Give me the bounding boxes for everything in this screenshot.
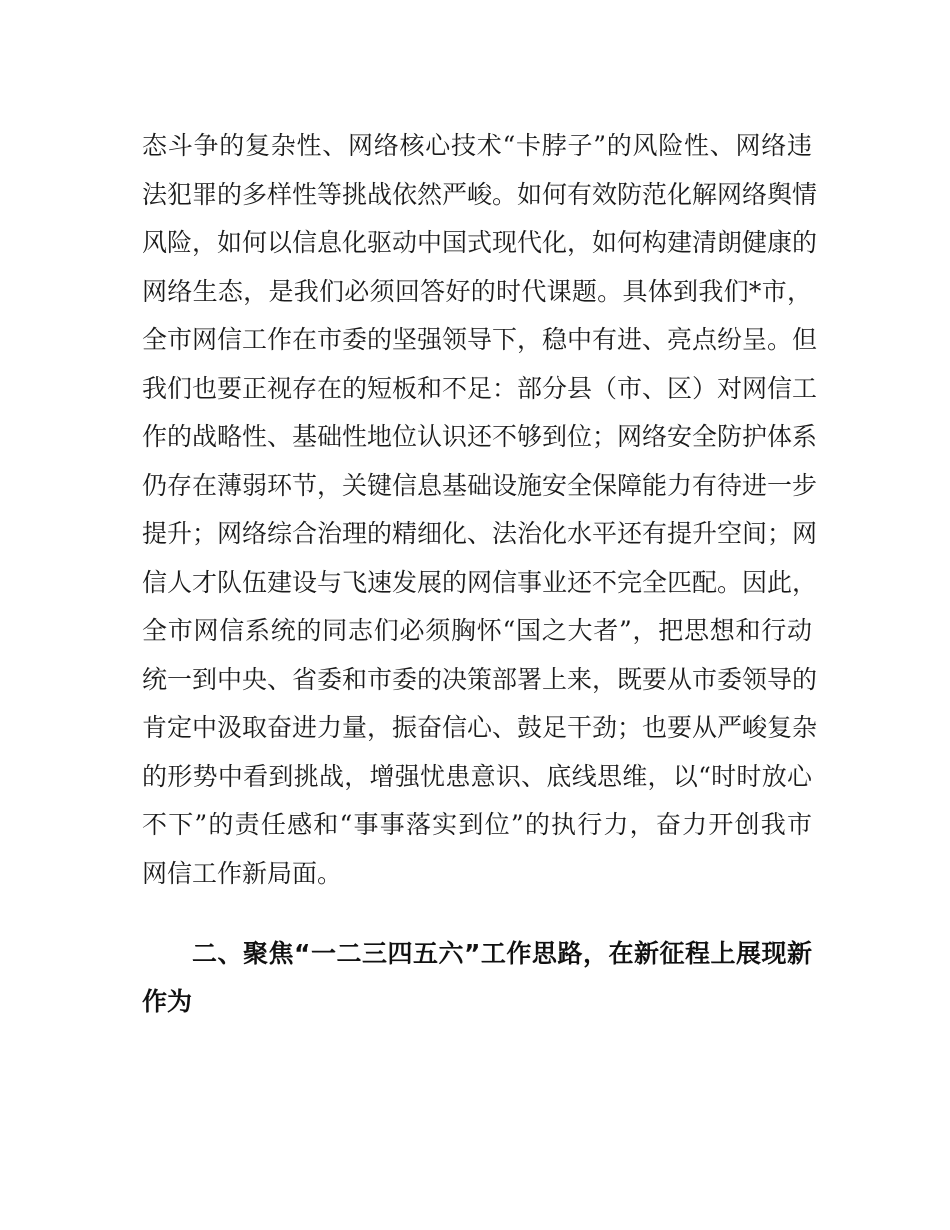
paragraph-line: 我们也要正视存在的短板和不足：部分县（市、区）对网信工 [142,373,818,403]
paragraph-line: 作的战略性、基础性地位认识还不够到位；网络安全防护体系 [142,422,818,451]
paragraph-line: 法犯罪的多样性等挑战依然严峻。如何有效防范化解网络舆情 [142,179,818,209]
paragraph-line: 肯定中汲取奋进力量，振奋信心、鼓足干劲；也要从严峻复杂 [142,713,818,742]
paragraph-line: 全市网信工作在市委的坚强领导下，稳中有进、亮点纷呈。但 [142,325,818,354]
paragraph-line: 信人才队伍建设与飞速发展的网信事业还不完全匹配。因此， [142,567,818,597]
paragraph-line: 的形势中看到挑战，增强忧患意识、底线思维，以“时时放心 [142,761,812,791]
paragraph-line: 不下”的责任感和“事事落实到位”的执行力，奋力开创我市 [142,810,812,839]
paragraph-line: 网信工作新局面。 [142,858,343,888]
paragraph-line: 全市网信系统的同志们必须胸怀“国之大者”，把思想和行动 [142,616,812,645]
paragraph-line: 统一到中央、省委和市委的决策部署上来，既要从市委领导的 [142,664,818,694]
paragraph-line: 仍存在薄弱环节，关键信息基础设施安全保障能力有待进一步 [142,470,818,500]
paragraph-line: 网络生态，是我们必须回答好的时代课题。具体到我们*市， [142,276,812,306]
body-paragraph [142,122,818,898]
paragraph-line: 风险，如何以信息化驱动中国式现代化，如何构建清朗健康的 [142,228,818,257]
paragraph-line: 态斗争的复杂性、网络核心技术“卡脖子”的风险性、网络违 [142,131,812,160]
paragraph-line: 提升；网络综合治理的精细化、法治化水平还有提升空间；网 [142,519,818,548]
heading-line: 二、聚焦“一二三四五六”工作思路，在新征程上展现新 [192,939,812,968]
section-heading [142,930,812,1026]
heading-line: 作为 [142,987,193,1016]
